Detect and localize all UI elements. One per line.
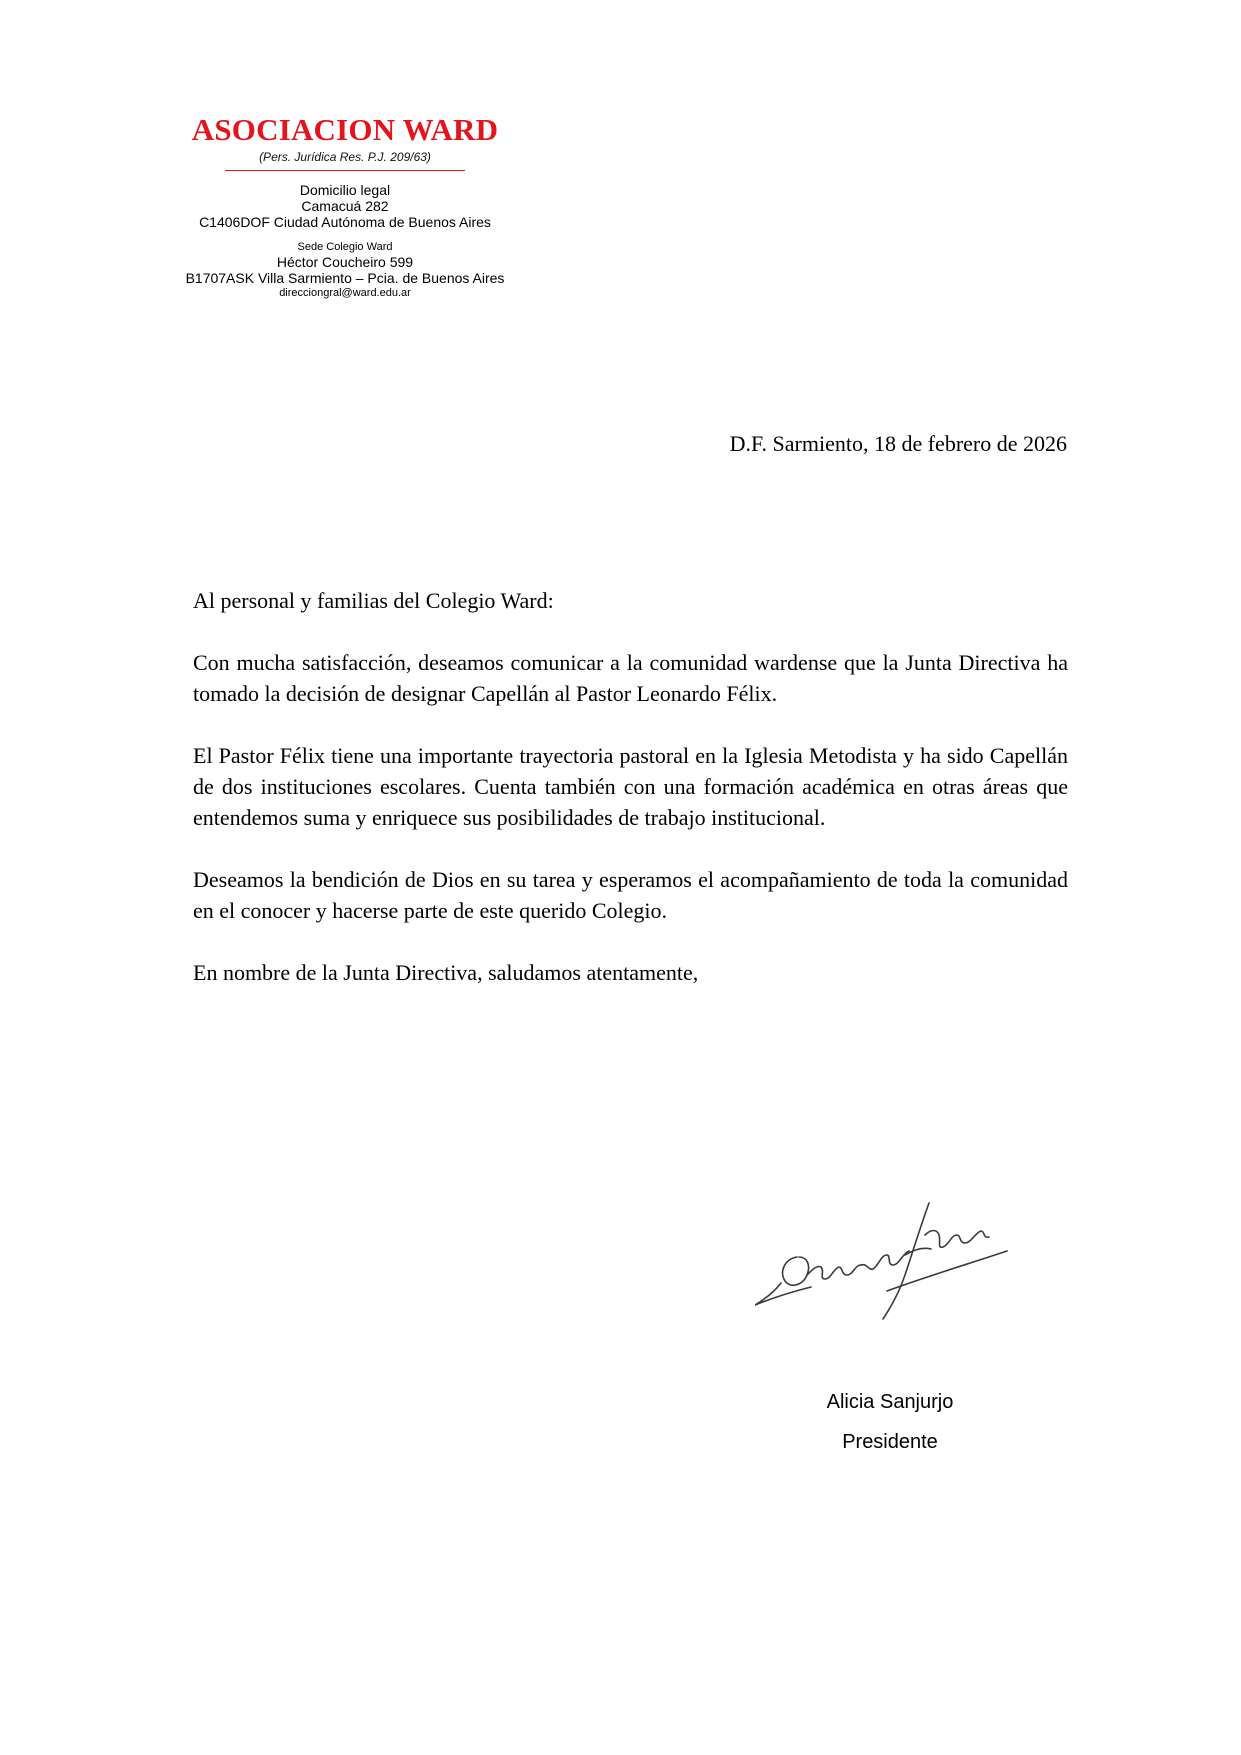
signer-block bbox=[760, 1382, 1020, 1462]
address-title: Domicilio legal bbox=[299, 182, 391, 198]
address-city: C1406DOF Ciudad Autónoma de Buenos Aires bbox=[199, 214, 491, 230]
organization-name: ASOCIACION WARD bbox=[191, 112, 499, 147]
letter-body bbox=[193, 585, 1068, 1019]
campus-city: B1707ASK Villa Sarmiento – Pcia. de Buenos Aires bbox=[185, 270, 505, 286]
letterhead bbox=[160, 112, 530, 300]
signer-role: Presidente bbox=[842, 1431, 938, 1453]
body-paragraph: El Pastor Félix tiene una importante trayectoria pastoral en la Iglesia Metodista y ha sido Capellán de dos instituciones escolares. Cuenta también con una formación académica en otras áreas que entendemos suma y enriquece sus posibilidades de trabajo institucional. bbox=[193, 743, 1068, 830]
signer-name: Alicia Sanjurjo bbox=[826, 1391, 954, 1413]
legal-address-block bbox=[160, 182, 530, 300]
legal-registration-note: (Pers. Jurídica Res. P.J. 209/63) bbox=[259, 150, 431, 164]
letter-date: D.F. Sarmiento, 18 de febrero de 2026 bbox=[729, 431, 1067, 456]
address-street: Camacuá 282 bbox=[301, 198, 389, 214]
body-paragraph: Con mucha satisfacción, deseamos comunicar a la comunidad wardense que la Junta Directiva ha tomado la decisión de designar Capellán al Pastor Leonardo Félix. bbox=[193, 650, 1068, 706]
campus-street: Héctor Coucheiro 599 bbox=[276, 254, 414, 270]
body-paragraph: Deseamos la bendición de Dios en su tarea y esperamos el acompañamiento de toda la comunidad en el conocer y hacerse parte de este querido Colegio. bbox=[193, 867, 1068, 923]
contact-email: direcciongral@ward.edu.ar bbox=[279, 287, 411, 299]
campus-title: Sede Colegio Ward bbox=[297, 241, 393, 253]
closing-line: En nombre de la Junta Directiva, saludamos atentamente, bbox=[193, 960, 699, 985]
handwritten-signature bbox=[755, 1195, 1025, 1335]
letterhead-divider bbox=[225, 170, 465, 171]
salutation: Al personal y familias del Colegio Ward: bbox=[193, 588, 554, 613]
